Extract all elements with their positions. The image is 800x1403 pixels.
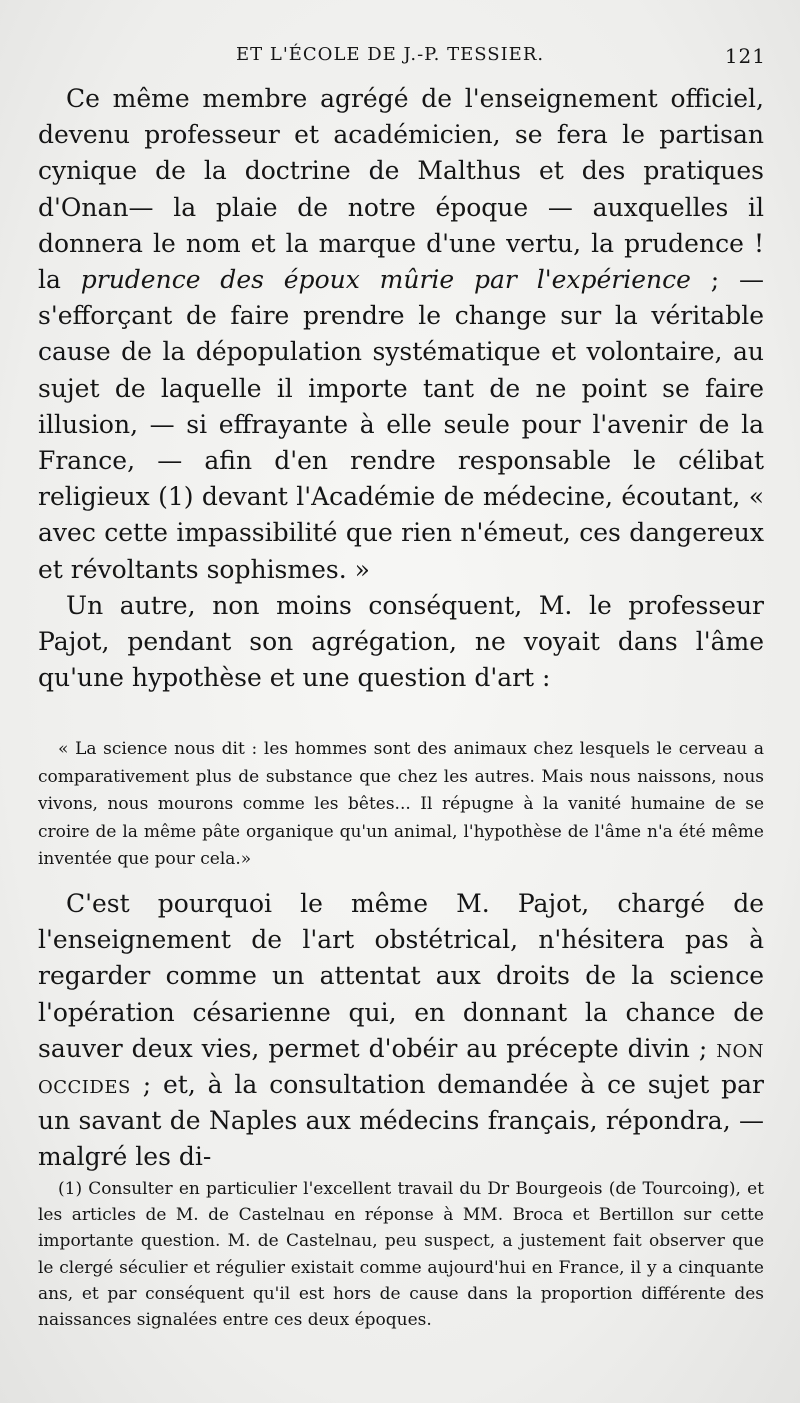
paragraph-1-italic: prudence des époux mûrie par l'expérience	[80, 265, 691, 295]
paragraph-2: Un autre, non moins conséquent, M. le professeur Pajot, pendant son agrégation, ne voyait dans l'âme qu'une hypothèse et une question d'art :	[38, 590, 764, 693]
page-number: 121	[724, 44, 766, 68]
quote-text: « La science nous dit : les hommes sont des animaux chez lesquels le cerveau a comparativement plus de substance que chez les autres. Mais nous naissons, nous vivons, nous mourons comme les bêtes... Il répugne à la vanité humaine de se croire de la même pâte organique qu'un animal, l'hypothèse de l'âme n'a été même inventée que pour cela.»	[38, 739, 764, 870]
paragraph-1-text-b: ; — s'efforçant de faire prendre le change sur la véritable cause de la dépopulation systématique et volontaire, au sujet de laquelle il importe tant de ne point se faire illusion, — si effrayante à elle seule pour l'avenir de la France, — afin d'en rendre responsable le célibat religieux (1) devant l'Académie de médecine, écoutant, « avec cette impassibilité que rien n'émeut, ces dangereux et révoltants sophismes. »	[38, 265, 764, 584]
paragraph-1-text-a: Ce même membre agrégé de l'enseignement officiel, devenu professeur et académicien, se fera le partisan cynique de la doctrine de Malthus et des pratiques d'Onan— la plaie de notre époque — auxquelles il donnera le nom et la marque d'une vertu, la prudence ! la	[38, 84, 764, 295]
paragraph-3-text-b: ; et, à la consultation demandée à ce sujet par un savant de Naples aux médecins français, répondra, —malgré les di-	[38, 1070, 764, 1172]
footnotes	[38, 1176, 764, 1333]
block-quote	[38, 736, 764, 874]
paragraph-3-text-a: C'est pourquoi le même M. Pajot, chargé de l'enseignement de l'art obstétrical, n'hésitera pas à regarder comme un attentat aux droits de la science l'opération césarienne qui, en donnant la chance de sauver deux vies, permet d'obéir au précepte divin ;	[38, 889, 764, 1063]
paragraph-1	[38, 81, 764, 588]
paragraph-3-small-caps: non occides	[38, 1033, 764, 1100]
main-text-bottom	[38, 886, 764, 1176]
paragraph-3	[38, 886, 764, 1176]
main-text-top	[38, 81, 764, 696]
page-header	[40, 42, 766, 72]
footnote-1: (1) Consulter en particulier l'excellent travail du Dr Bourgeois (de Tourcoing), et les articles de M. de Castelnau en réponse à MM. Broca et Bertillon sur cette importante question. M. de Castelnau, peu suspect, a justement fait observer que le clergé séculier et régulier existait comme aujourd'hui en France, il y a cinquante ans, et par conséquent qu'il est hors de cause dans la proportion différente des naissances signalées entre ces deux époques.	[38, 1179, 764, 1331]
running-title: ET L'ÉCOLE DE J.-P. TESSIER.	[236, 44, 545, 65]
